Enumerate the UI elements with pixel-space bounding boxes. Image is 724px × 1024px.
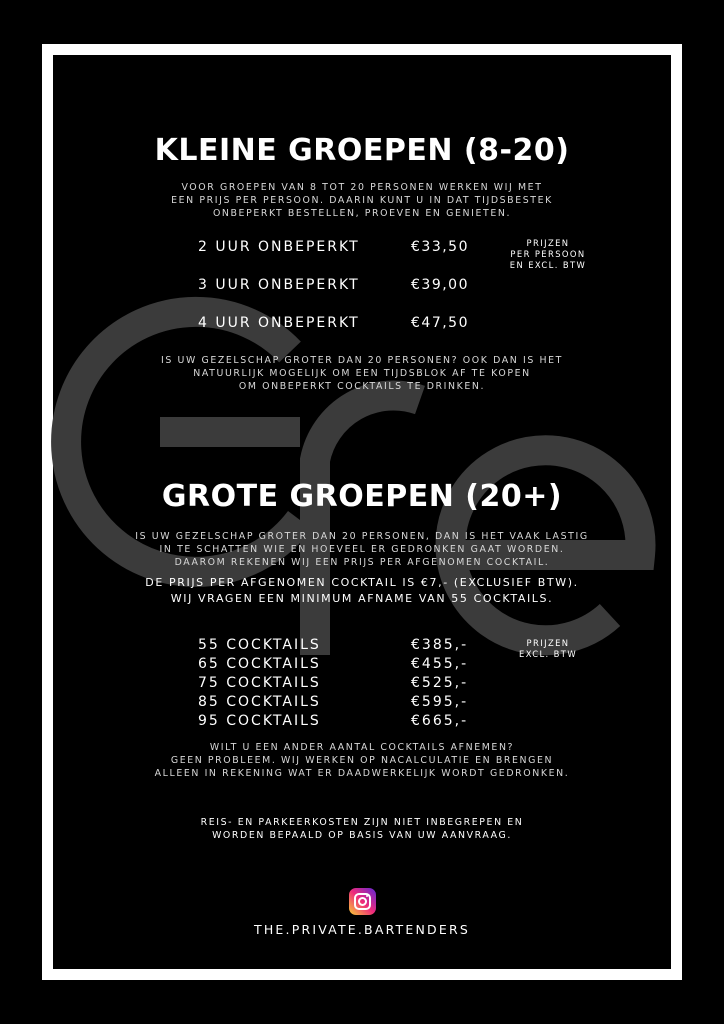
- cocktails-55-price: €385,-: [411, 637, 469, 653]
- cocktails-65-price: €455,-: [411, 656, 469, 672]
- package-2h-price: €33,50: [411, 239, 469, 255]
- small-groups-outro: IS UW GEZELSCHAP GROTER DAN 20 PERSONEN? OOK DAN IS HET NATUURLIJK MOGELIJK OM EEN TIJDSBLOK AF TE KOPEN OM ONBEPERKT COCKTAILS TE DRINKEN.: [161, 355, 563, 392]
- cocktails-85-label: 85 COCKTAILS: [198, 694, 321, 710]
- cocktails-55-label: 55 COCKTAILS: [198, 637, 321, 653]
- large-groups-intro: IS UW GEZELSCHAP GROTER DAN 20 PERSONEN, DAN IS HET VAAK LASTIG IN TE SCHATTEN WIE EN HOEVEEL ER GEDRONKEN GAAT WORDEN. DAAROM REKENEN WIJ EEN PRIJS PER AFGENOMEN COCKTAIL.: [135, 531, 589, 568]
- package-4h-price: €47,50: [411, 315, 469, 331]
- package-2h-label: 2 UUR ONBEPERKT: [198, 239, 360, 255]
- instagram-icon[interactable]: [349, 888, 376, 915]
- large-groups-price-note: PRIJZEN EXCL. BTW: [519, 638, 577, 659]
- package-3h-label: 3 UUR ONBEPERKT: [198, 277, 360, 293]
- large-groups-pricing: DE PRIJS PER AFGENOMEN COCKTAIL IS €7,- (EXCLUSIEF BTW). WIJ VRAGEN EEN MINIMUM AFNAME VAN 55 COCKTAILS.: [145, 576, 579, 605]
- instagram-handle[interactable]: THE.PRIVATE.BARTENDERS: [254, 922, 470, 937]
- cocktails-75-price: €525,-: [411, 675, 469, 691]
- package-4h-label: 4 UUR ONBEPERKT: [198, 315, 360, 331]
- cocktails-85-price: €595,-: [411, 694, 469, 710]
- travel-costs-note: REIS- EN PARKEERKOSTEN ZIJN NIET INBEGREPEN EN WORDEN BEPAALD OP BASIS VAN UW AANVRAAG.: [200, 817, 524, 841]
- large-groups-title: GROTE GROEPEN (20+): [161, 479, 563, 514]
- large-groups-outro: WILT U EEN ANDER AANTAL COCKTAILS AFNEMEN? GEEN PROBLEEM. WIJ WERKEN OP NACALCULATIE EN BRENGEN ALLEEN IN REKENING WAT ER DAADWERKELIJK WORDT GEDRONKEN.: [154, 742, 570, 779]
- cocktails-95-label: 95 COCKTAILS: [198, 713, 321, 729]
- small-groups-price-note: PRIJZEN PER PERSOON EN EXCL. BTW: [509, 238, 587, 270]
- cocktails-65-label: 65 COCKTAILS: [198, 656, 321, 672]
- cocktails-95-price: €665,-: [411, 713, 469, 729]
- cocktails-75-label: 75 COCKTAILS: [198, 675, 321, 691]
- package-3h-price: €39,00: [411, 277, 469, 293]
- small-groups-title: KLEINE GROEPEN (8-20): [154, 133, 570, 168]
- small-groups-intro: VOOR GROEPEN VAN 8 TOT 20 PERSONEN WERKEN WIJ MET EEN PRIJS PER PERSOON. DAARIN KUNT U IN DAT TIJDSBESTEK ONBEPERKT BESTELLEN, PROEVEN EN GENIETEN.: [171, 182, 553, 219]
